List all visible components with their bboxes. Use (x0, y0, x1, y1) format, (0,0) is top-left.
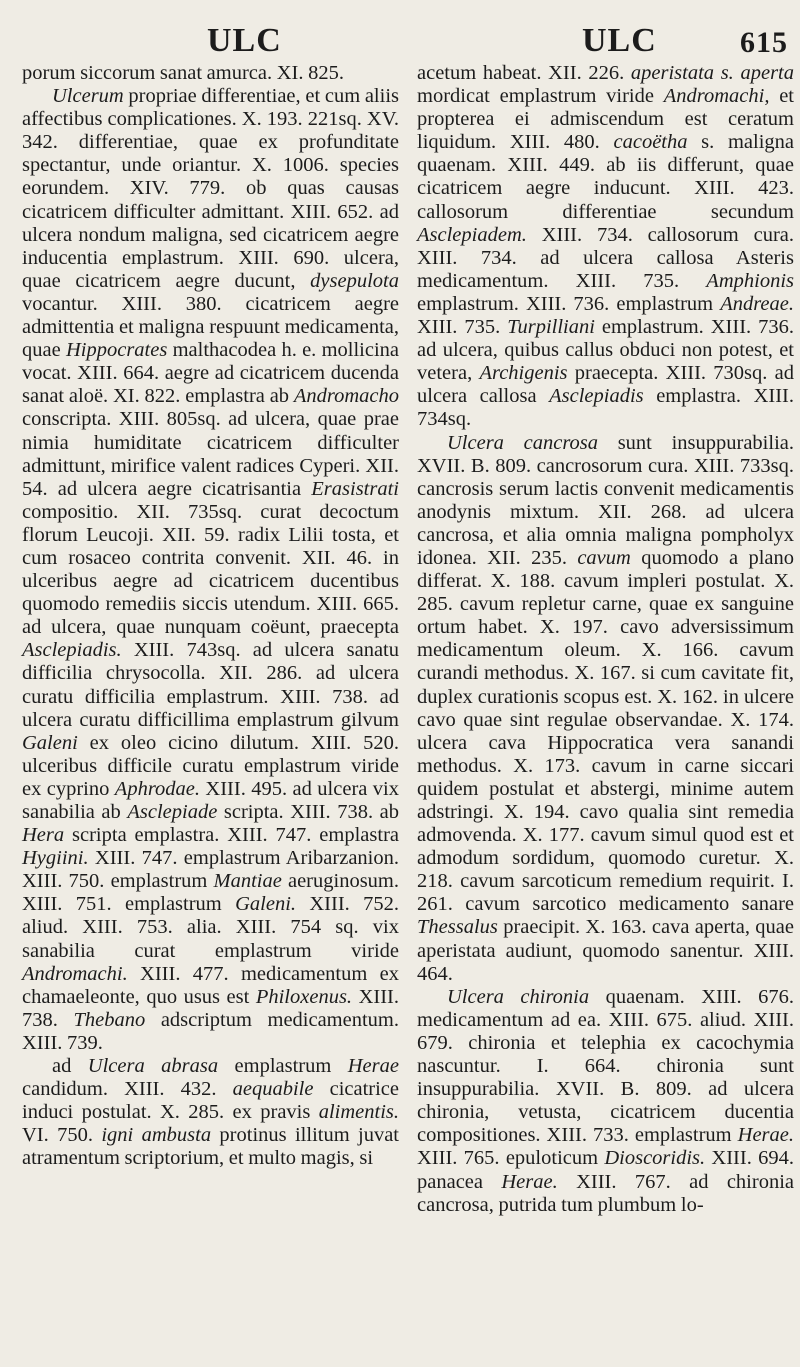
header-right-keyword: ULC (582, 22, 657, 59)
header-left-keyword: ULC (207, 22, 282, 59)
running-header (22, 0, 794, 62)
index-paragraph: Ulcera cancrosa sunt insuppurabilia. XVII. B. 809. cancrosorum cura. XIII. 733sq. cancrosis serum lactis convenit medicamentis anodynis mixtum. XII. 268. ad ulcera cancrosa, et alia omnia maligna pompholyx idonea. XII. 235. cavum quomodo a plano differat. X. 188. cavum impleri postulat. X. 285. cavum repletur carne, quae ex sanguine ortum habet. X. 197. cavo adversissimum medicamentum oleum. X. 166. cavum curandi methodus. X. 167. si cum cavitate fit, duplex curationis scopus est. X. 162. in ulcere cavo quae sint regulae observandae. X. 174. ulcera cava Hippocratica vera sanandi methodus. X. 173. cavum in carne siccari quidem postulat et abstergi, minime autem adstringi. X. 194. cavo qualia sint remedia admovenda. X. 177. cavum simul quod est et admodum sordidum, quomodo curetur. X. 218. cavum sarcoticum remedium requirit. I. 261. cavum sarcotico medicamento sanare Thessalus praecipit. X. 163. cava aperta, quae aperistata audiunt, quomodo sanentur. XIII. 464. (417, 431, 794, 985)
index-paragraph: acetum habeat. XII. 226. aperistata s. aperta mordicat emplastrum viride Andromachi, et propterea ei admiscendum est ceratum liquidum. XIII. 480. cacoëtha s. maligna quaenam. XIII. 449. ab iis differunt, quae cicatricem aegre inducunt. XIII. 423. callosorum differentiae secundum Asclepiadem. XIII. 734. callosorum cura. XIII. 734. ad ulcera callosa Asteris medicamentum. XIII. 735. Amphionis emplastrum. XIII. 736. emplastrum Andreae. XIII. 735. Turpilliani emplastrum. XIII. 736. ad ulcera, quibus callus obduci non potest, et vetera, Archigenis praecepta. XIII. 730sq. ad ulcera callosa Asclepiadis emplastra. XIII. 734sq. (417, 62, 795, 431)
index-paragraph: Ulcerum propriae differentiae, et cum aliis affectibus complicationes. X. 193. 221sq. XV. 342. differentiae, quae ex profunditate spectantur, unde oriantur. X. 1006. species eorundem. XIV. 779. ob quas causas cicatricem difficulter admittant. XIII. 652. ad ulcera nondum maligna, sed cicatricem aegre inducentia emplastrum. XIII. 690. ulcera, quae cicatricem aegre ducunt, dysepulota vocantur. XIII. 380. cicatricem aegre admittentia et maligna respuunt medicamenta, quae Hippocrates malthacodea h. e. mollicina vocat. XIII. 664. aegre ad cicatricem ducenda sanat aloë. XI. 822. emplastra ab Andromacho conscripta. XIII. 805sq. ad ulcera, quae prae nimia humiditate cicatricem difficulter admittunt, mirifice valent radices Cyperi. XII. 54. ad ulcera aegre cicatrisantia Erasistrati compositio. XII. 735sq. curat decoctum florum Leucoji. XII. 59. radix Lilii tosta, et cum rosaceo contrita convenit. XII. 46. in ulceribus aegre ad cicatricem ducentibus quomodo remediis siccis utendum. XIII. 665. ad ulcera, quae nunquam coëunt, praecepta Asclepiadis. XIII. 743sq. ad ulcera sanatu difficilia chrysocolla. XII. 286. ad ulcera curatu difficilia emplastrum. XIII. 738. ad ulcera curatu difficillima emplastrum gilvum Galeni ex oleo cicino dilutum. XIII. 520. ulceribus difficile curatu emplastrum viride ex cyprino Aphrodae. XIII. 495. ad ulcera vix sanabilia ab Asclepiade scripta. XIII. 738. ab Hera scripta emplastra. XIII. 747. emplastra Hygiini. XIII. 747. emplastrum Aribarzanion. XIII. 750. emplastrum Mantiae aeruginosum. XIII. 751. emplastrum Galeni. XIII. 752. aliud. XIII. 753. alia. XIII. 754 sq. vix sanabilia curat emplastrum viride Andromachi. XIII. 477. medicamentum ex chamaeleonte, quo usus est Philoxenus. XIII. 738. Thebano adscriptum medicamentum. XIII. 739. (22, 85, 399, 1054)
text-columns (22, 62, 794, 1217)
left-column (22, 62, 399, 1217)
index-paragraph: ad Ulcera abrasa emplastrum Herae candidum. XIII. 432. aequabile cicatrice induci postulat. X. 285. ex pravis alimentis. VI. 750. igni ambusta protinus illitum juvat atramentum scriptorium, et multo magis, si (22, 1055, 399, 1170)
index-paragraph: Ulcera chironia quaenam. XIII. 676. medicamentum ad ea. XIII. 675. aliud. XIII. 679. chironia et telephia ex cacochymia nascuntur. I. 664. chironia sunt insuppurabilia. XVII. B. 809. ad ulcera chironia, vetusta, cicatricem ducentia compositiones. XIII. 733. emplastrum Herae. XIII. 765. epuloticum Dioscoridis. XIII. 694. panacea Herae. XIII. 767. ad chironia cancrosa, putrida tum plumbum lo- (417, 985, 794, 1216)
right-column (417, 62, 794, 1217)
page-number: 615 (740, 26, 788, 59)
index-paragraph: porum siccorum sanat amurca. XI. 825. (22, 62, 344, 84)
